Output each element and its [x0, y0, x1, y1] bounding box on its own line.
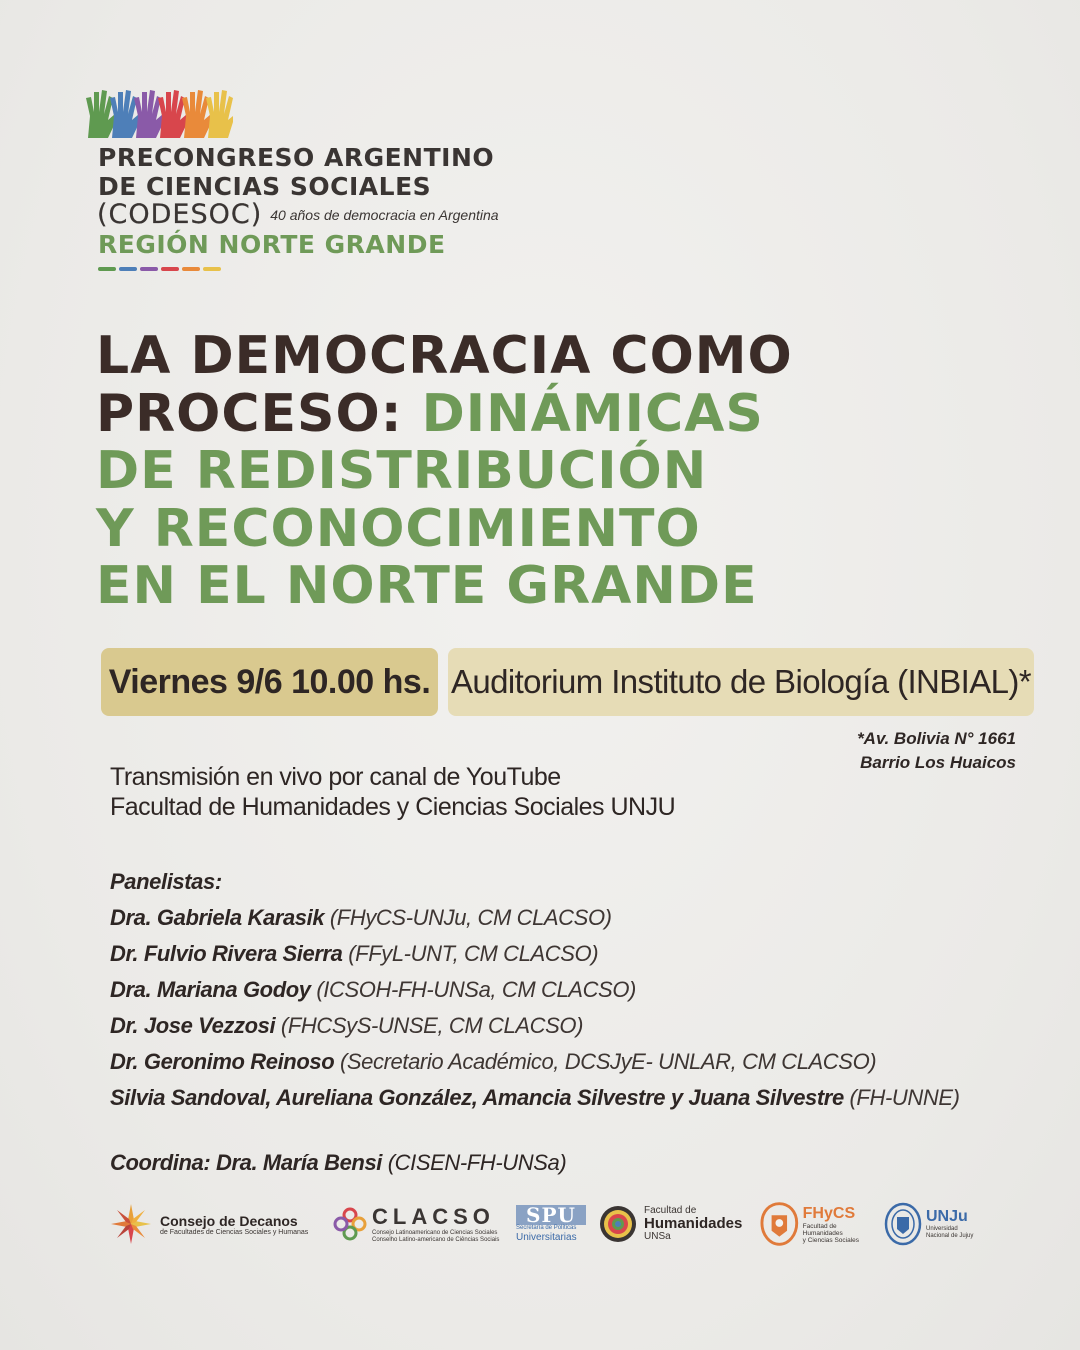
dash-purple — [140, 267, 158, 271]
panelist-name: Dra. Mariana Godoy — [110, 977, 311, 1002]
spu-subtitle-1: Secretaría de Políticas — [516, 1225, 577, 1231]
panelist-affiliation: (FFyL-UNT, CM CLACSO) — [342, 941, 599, 966]
title-line-1: LA DEMOCRACIA COMO — [96, 326, 793, 386]
humanidades-title: Humanidades — [644, 1215, 743, 1232]
panelists-heading: Panelistas: — [110, 869, 222, 894]
unju-seal-icon — [884, 1201, 922, 1247]
fhycs-title: FHyCS — [802, 1204, 856, 1222]
stream-line-2: Facultad de Humanidades y Ciencias Sociales UNJU — [110, 793, 676, 821]
address-line-1: *Av. Bolivia N° 1661 — [857, 729, 1016, 748]
star-burst-icon — [108, 1201, 154, 1247]
panelist-affiliation: (FHCSyS-UNSE, CM CLACSO) — [275, 1013, 584, 1038]
region-label: REGIÓN NORTE GRANDE — [98, 230, 446, 259]
unju-subtitle-2: Nacional de Jujuy — [926, 1233, 974, 1239]
coordinator-label: Coordina: — [110, 1150, 211, 1175]
dash-red — [161, 267, 179, 271]
unju-subtitle-1: Universidad — [926, 1226, 958, 1232]
coordinator-name: Dra. María Bensi — [210, 1150, 382, 1175]
clacso-logo — [332, 1196, 502, 1252]
coordinator — [110, 1150, 566, 1176]
spu-title: SPU — [516, 1205, 586, 1225]
hands-logo-icon — [84, 86, 234, 140]
panelist-name: Dr. Jose Vezzosi — [110, 1013, 276, 1038]
humanidades-unsa-logo — [598, 1196, 748, 1252]
panelist-row — [110, 972, 960, 1008]
dash-orange — [182, 267, 200, 271]
series-line-2: DE CIENCIAS SOCIALES — [98, 172, 432, 201]
panelist-name: Silvia Sandoval, Aureliana González, Amancia Silvestre y Juana Silvestre — [110, 1085, 844, 1110]
address-line-2: Barrio Los Huaicos — [860, 753, 1016, 772]
fhycs-shield-icon — [760, 1201, 799, 1247]
venue-badge: Auditorium Instituto de Biología (INBIAL)* — [448, 648, 1034, 716]
panelist-row — [110, 1008, 960, 1044]
panelist-affiliation: (FH-UNNE) — [843, 1085, 960, 1110]
event-series-title — [98, 143, 494, 201]
title-line-2-dark: PROCESO: — [96, 383, 422, 444]
dash-blue — [119, 267, 137, 271]
panelist-affiliation: (FHyCS-UNJu, CM CLACSO) — [324, 905, 612, 930]
fhycs-subtitle-2: y Ciencias Sociales — [802, 1236, 860, 1244]
clacso-title: CLACSO — [372, 1204, 495, 1229]
humanidades-emblem-icon — [598, 1204, 638, 1244]
decanos-subtitle: de Facultades de Ciencias Sociales y Humanas — [160, 1228, 309, 1236]
panelist-row — [110, 1080, 960, 1116]
tagline: 40 años de democracia en Argentina — [270, 206, 499, 223]
humanidades-small: Facultad de — [644, 1205, 697, 1216]
decanos-title: Consejo de Decanos — [160, 1212, 298, 1229]
title-line-5: EN EL NORTE GRANDE — [96, 556, 758, 616]
dash-yellow — [203, 267, 221, 271]
codesoc-label: (CODESOC) — [97, 199, 263, 230]
clacso-subtitle-2: Conselho Latino-americano de Ciências Sociais — [372, 1237, 500, 1243]
title-line-2-green: DINÁMICAS — [421, 383, 764, 444]
stream-line-1: Transmisión en vivo por canal de YouTube — [110, 763, 561, 791]
unju-title: UNJu — [926, 1208, 968, 1225]
panelists-list — [110, 864, 960, 1116]
panelist-affiliation: (ICSOH-FH-UNSa, CM CLACSO) — [310, 977, 636, 1002]
clacso-subtitle-1: Consejo Latinoamericano de Ciencias Sociales — [372, 1230, 498, 1236]
fhycs-subtitle-1: Facultad de Humanidades — [802, 1222, 843, 1237]
panelist-name: Dra. Gabriela Karasik — [110, 905, 325, 930]
sponsor-logos — [108, 1196, 978, 1252]
humanidades-sub: UNSa — [644, 1231, 671, 1242]
title-line-3: DE REDISTRIBUCIÓN — [96, 441, 708, 501]
title-line-4: Y RECONOCIMIENTO — [96, 498, 701, 559]
dash-green — [98, 267, 116, 271]
codesoc-row — [97, 199, 499, 230]
unju-logo — [884, 1196, 978, 1252]
color-dashes — [98, 267, 221, 271]
date-badge: Viernes 9/6 10.00 hs. — [101, 648, 438, 716]
consejo-decanos-logo — [108, 1196, 328, 1252]
clacso-flower-icon — [332, 1206, 368, 1242]
title-line-2 — [96, 383, 793, 444]
panelist-name: Dr. Geronimo Reinoso — [110, 1049, 335, 1074]
panelist-name: Dr. Fulvio Rivera Sierra — [110, 941, 343, 966]
venue-address — [857, 727, 1016, 775]
panelist-row — [110, 900, 960, 936]
panelist-row — [110, 936, 960, 972]
series-line-1: PRECONGRESO ARGENTINO — [98, 143, 495, 172]
spu-subtitle-2: Universitarias — [516, 1232, 577, 1243]
panelist-row — [110, 1044, 960, 1080]
spu-logo — [516, 1196, 588, 1252]
panelist-affiliation: (Secretario Académico, DCSJyE- UNLAR, CM CLACSO) — [334, 1049, 877, 1074]
fhycs-logo — [760, 1196, 876, 1252]
stream-info — [110, 762, 675, 822]
main-title — [96, 328, 793, 616]
coordinator-affiliation: (CISEN-FH-UNSa) — [382, 1150, 567, 1175]
